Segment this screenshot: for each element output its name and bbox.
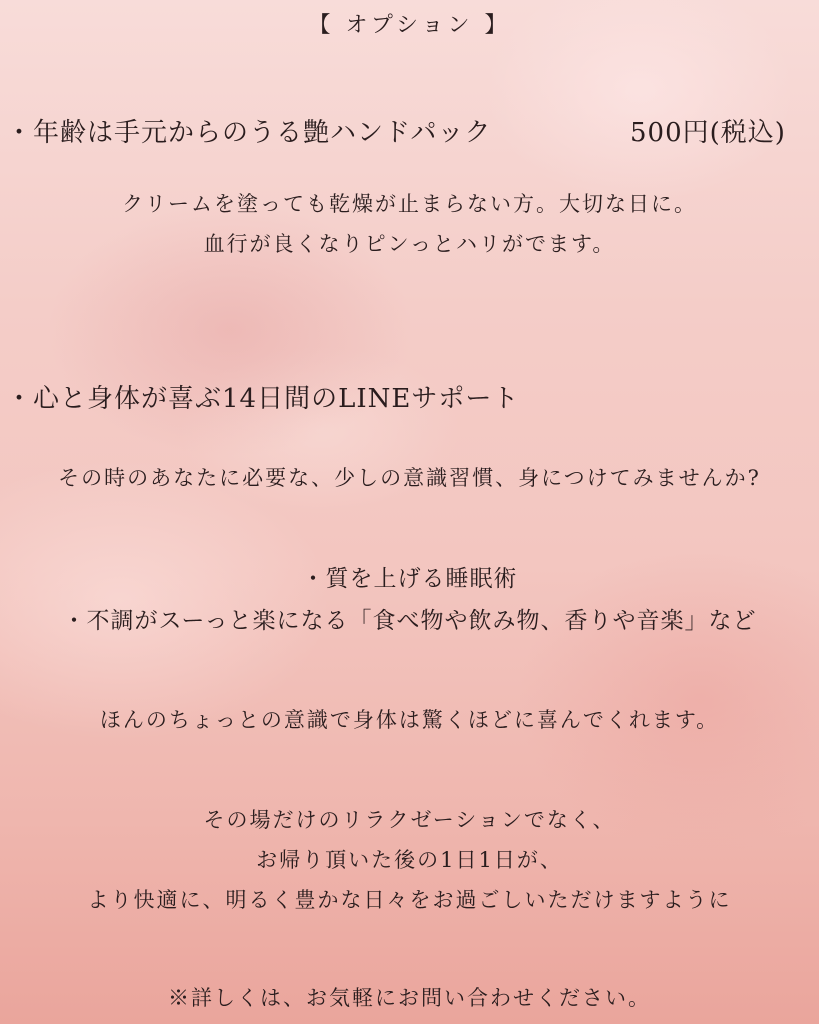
option-line-support-bullet-relief: ・不調がスーっと楽になる「食べ物や飲み物、香りや音楽」など [62,608,757,634]
option-line-support-name: ・心と身体が喜ぶ14日間のLINEサポート [6,384,520,414]
page-title: 【 オプション 】 [308,13,511,38]
option-line-support-closing: ほんのちょっとの意識で身体は驚くほどに喜んでくれます。 [99,708,720,732]
option-hand-pack-description-2: 血行が良くなりピンっとハリがでます。 [203,232,616,256]
message-line-1: その場だけのリラクゼーションでなく、 [203,808,616,832]
contact-note: ※詳しくは、お気軽にお問い合わせください。 [168,986,651,1010]
message-line-3: より快適に、明るく豊かな日々をお過ごしいただけますように [87,888,732,912]
option-line-support-intro: その時のあなたに必要な、少しの意識習慣、身につけてみませんか? [58,466,761,490]
option-hand-pack-description-1: クリームを塗っても乾燥が止まらない方。大切な日に。 [122,192,697,216]
option-hand-pack-price: 500円(税込) [630,118,786,148]
message-line-2: お帰り頂いた後の1日1日が、 [256,848,563,872]
option-line-support-bullet-sleep: ・質を上げる睡眠術 [301,566,518,592]
option-hand-pack-name: ・年齢は手元からのうる艶ハンドパック [6,118,492,148]
